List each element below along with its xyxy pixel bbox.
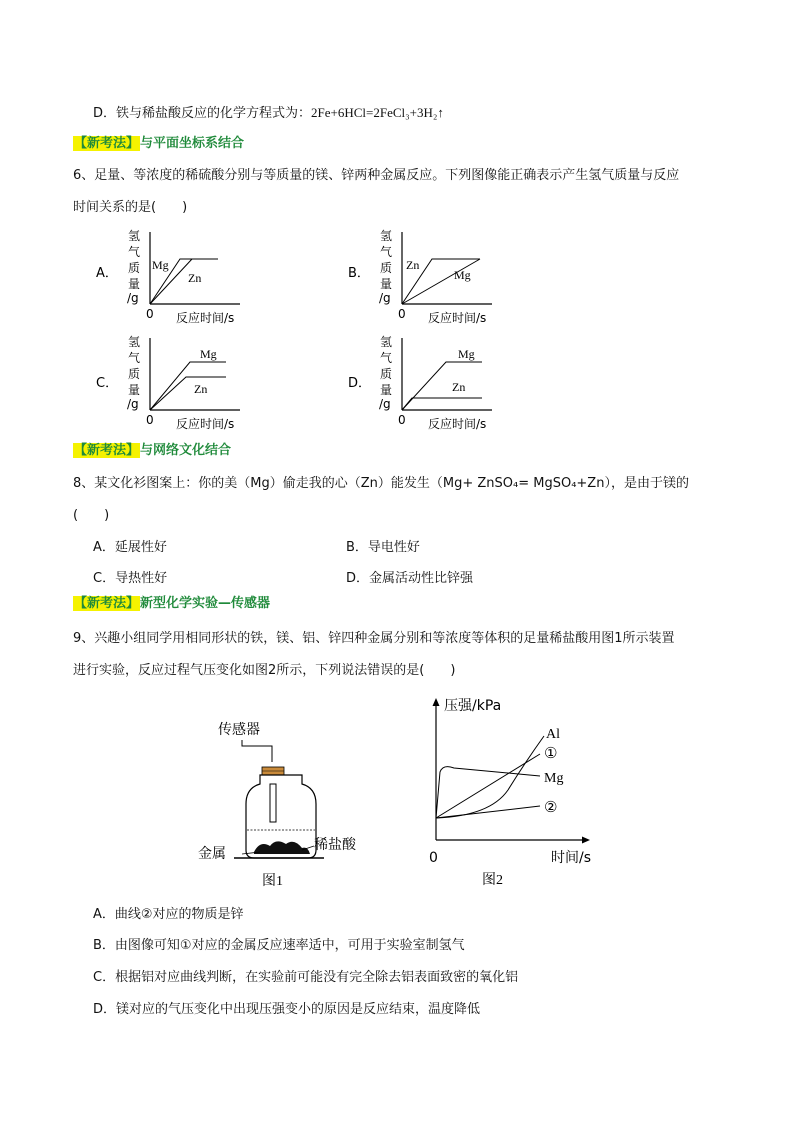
label-curve-2: ②	[544, 798, 558, 816]
q9-option-b: B．由图像可知①对应的金属反应速率适中，可用于实验室制氢气	[93, 938, 465, 953]
svg-text:气: 气	[380, 245, 393, 259]
x-axis-arrow	[582, 837, 590, 844]
y-axis-label: 压强/kPa	[444, 698, 502, 714]
sensor-label: 传感器	[218, 722, 260, 738]
label-mg: Mg	[200, 347, 217, 361]
x-axis-label: 反应时间/s	[176, 417, 235, 431]
label-zn: Zn	[188, 271, 202, 285]
curve-mg	[436, 767, 540, 818]
q9-stem-line1: 9、兴趣小组同学用相同形状的铁，镁、铝、锌四种金属分别和等浓度等体积的足量稀盐酸用图1所示装置	[73, 631, 675, 646]
q8-option-d: D．金属活动性比锌强	[346, 571, 474, 586]
x-axis-label: 时间/s	[551, 850, 592, 866]
q6-graph-c	[90, 332, 270, 434]
q8-option-c: C．导热性好	[93, 571, 168, 586]
figure-2-caption: 图2	[482, 873, 503, 888]
origin-label: 0	[146, 307, 154, 321]
svg-text:气: 气	[128, 351, 141, 365]
section-title: 与网络文化结合	[140, 443, 232, 458]
y-axis-arrow	[433, 698, 440, 706]
svg-text:气: 气	[380, 351, 393, 365]
x-axis-label: 反应时间/s	[428, 417, 487, 431]
label-mg: Mg	[152, 258, 169, 272]
curve-zn	[150, 377, 226, 410]
q9-stem-line2: 进行实验，反应过程气压变化如图2所示，下列说法错误的是( )	[73, 663, 456, 678]
label-mg: Mg	[458, 347, 475, 361]
graph-letter: A．	[96, 266, 118, 281]
svg-text:量: 量	[128, 383, 141, 397]
graph-ylabel	[127, 335, 140, 411]
svg-text:量: 量	[128, 277, 141, 291]
metal-label: 金属	[198, 846, 226, 862]
q9-figure-2-pressure-graph	[420, 690, 610, 890]
prev-option-d	[93, 105, 444, 122]
q9-option-d: D．镁对应的气压变化中出现压强变小的原因是反应结束，温度降低	[93, 1002, 481, 1017]
origin-label: 0	[398, 307, 406, 321]
sensor-probe	[270, 784, 276, 822]
label-zn: Zn	[406, 258, 420, 272]
q8-option-a: A．延展性好	[93, 540, 167, 555]
label-curve-1: ①	[544, 744, 558, 762]
label-al: Al	[546, 727, 560, 742]
q9-figure-1-apparatus	[190, 712, 380, 892]
graph-ylabel	[379, 229, 392, 305]
svg-text:质: 质	[128, 367, 141, 381]
curve-mg	[402, 362, 482, 410]
section-title: 与平面坐标系结合	[140, 136, 245, 151]
graph-letter: D．	[348, 376, 372, 391]
section-heading-coordinate	[73, 136, 244, 152]
q6-graph-d	[342, 332, 522, 434]
q8-stem-line1: 8、某文化衫图案上：你的美（Mg）偷走我的心（Zn）能发生（Mg+ ZnSO₄= MgSO₄+Zn），是由于镁的	[73, 476, 689, 491]
q6-graph-a	[90, 226, 270, 328]
svg-text:量: 量	[380, 383, 393, 397]
svg-text:氢: 氢	[380, 335, 393, 349]
origin-label: 0	[429, 850, 438, 866]
q8-stem-line2: ( )	[73, 508, 110, 523]
svg-text:/g: /g	[127, 291, 139, 305]
prev-option-d-text: D．铁与稀盐酸反应的化学方程式为：	[93, 106, 312, 121]
svg-text:气: 气	[128, 245, 141, 259]
svg-text:质: 质	[128, 261, 141, 275]
x-axis-label: 反应时间/s	[176, 311, 235, 325]
label-mg: Mg	[544, 771, 564, 786]
q8-option-b: B．导电性好	[346, 540, 420, 555]
section-heading-sensor	[73, 596, 270, 612]
curve-al	[436, 736, 544, 818]
q9-option-a: A．曲线②对应的物质是锌	[93, 907, 244, 922]
prev-option-d-equation: 2Fe+6HCl=2FeCl₃+3H₂↑	[311, 105, 444, 120]
curve-mg	[150, 362, 226, 410]
section-tag: 【新考法】	[74, 443, 140, 458]
graph-ylabel	[379, 335, 392, 411]
figure-1-caption: 图1	[262, 874, 283, 889]
svg-text:/g: /g	[127, 397, 139, 411]
svg-text:质: 质	[380, 367, 393, 381]
label-zn: Zn	[194, 382, 208, 396]
svg-text:/g: /g	[379, 291, 391, 305]
q6-stem-line2: 时间关系的是( )	[73, 200, 188, 215]
svg-text:氢: 氢	[128, 335, 141, 349]
label-zn: Zn	[452, 380, 466, 394]
section-title: 新型化学实验—传感器	[140, 596, 271, 611]
q9-option-c: C．根据铝对应曲线判断，在实验前可能没有完全除去铝表面致密的氧化铝	[93, 970, 519, 985]
section-tag: 【新考法】	[74, 136, 140, 151]
graph-ylabel	[127, 229, 140, 305]
curve-2	[436, 806, 540, 818]
section-heading-network	[73, 443, 231, 459]
svg-text:氢: 氢	[380, 229, 393, 243]
graph-letter: C．	[96, 376, 119, 391]
x-axis-label: 反应时间/s	[428, 311, 487, 325]
q6-graph-b	[342, 226, 522, 328]
acid-label: 稀盐酸	[314, 837, 356, 853]
sensor-wire	[242, 740, 272, 762]
origin-label: 0	[146, 413, 154, 427]
graph-letter: B．	[348, 266, 370, 281]
section-tag: 【新考法】	[74, 596, 140, 611]
q6-stem-line1: 6、足量、等浓度的稀硫酸分别与等质量的镁、锌两种金属反应。下列图像能正确表示产生氢气质量与反应	[73, 168, 680, 183]
svg-text:氢: 氢	[128, 229, 141, 243]
origin-label: 0	[398, 413, 406, 427]
curve-zn	[402, 398, 482, 410]
metal-pieces	[254, 841, 310, 854]
svg-text:量: 量	[380, 277, 393, 291]
svg-text:/g: /g	[379, 397, 391, 411]
label-mg: Mg	[454, 268, 471, 282]
svg-text:质: 质	[380, 261, 393, 275]
